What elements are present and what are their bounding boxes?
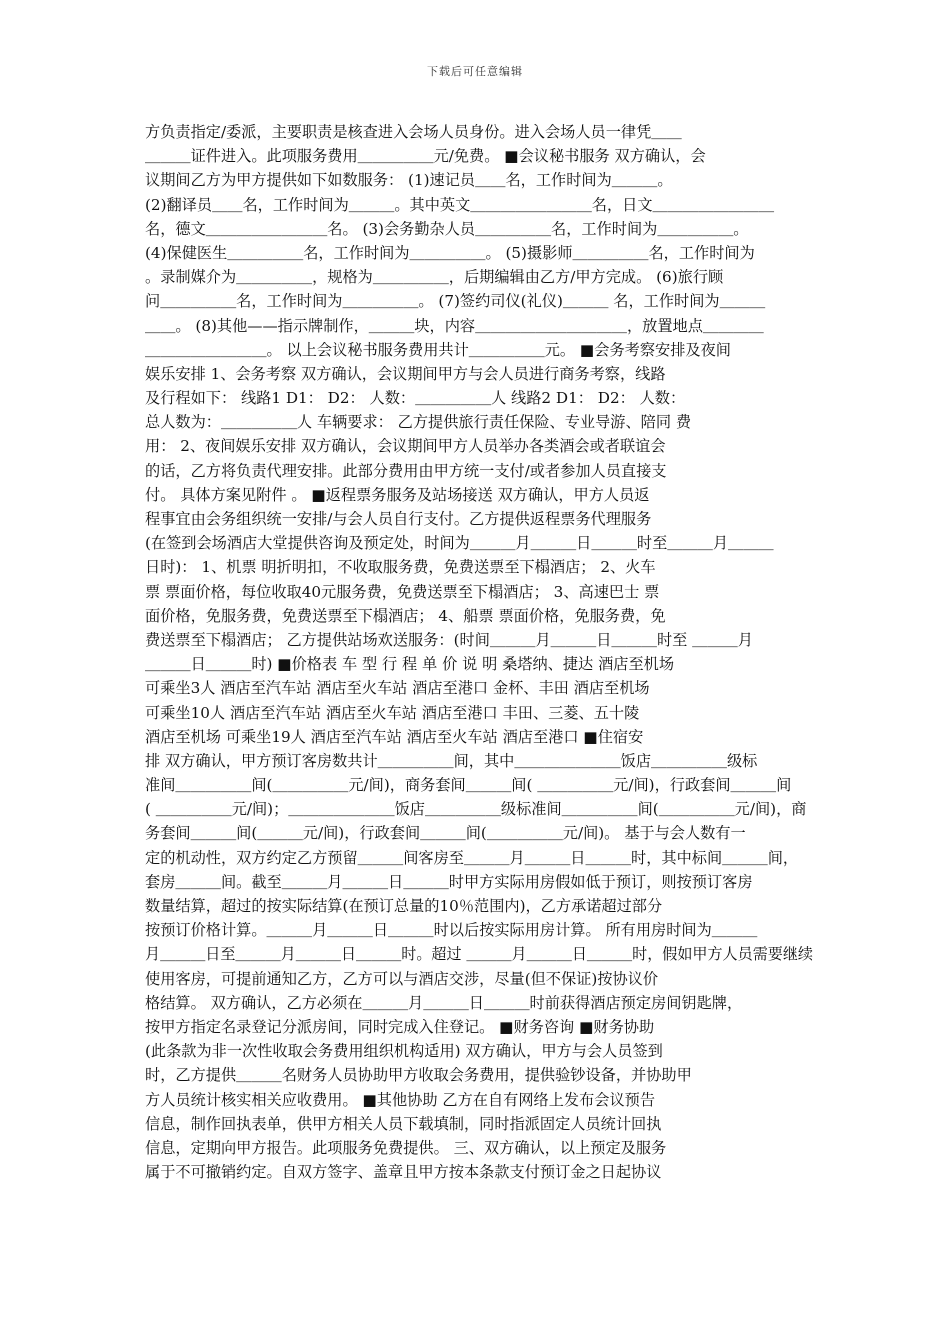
body-text-line: 套房＿＿＿间。截至＿＿＿月＿＿＿日＿＿＿时甲方实际用房假如低于预订，则按预订客房 [145, 872, 753, 891]
body-text-line: 格结算。 双方确认，乙方必须在＿＿＿月＿＿＿日＿＿＿时前获得酒店预定房间钥匙牌， [145, 993, 743, 1012]
body-text-line: 费送票至下榻酒店； 乙方提供站场欢送服务：(时间＿＿＿月＿＿＿日＿＿＿时至 ＿＿＿月 [145, 630, 753, 649]
page-header-note: 下载后可任意编辑 [427, 65, 523, 78]
body-text-line: 问＿＿＿＿＿名，工作时间为＿＿＿＿＿。 (7)签约司仪(礼仪)＿＿＿ 名，工作时间为＿＿＿ [145, 292, 766, 311]
body-text-line: 使用客房，可提前通知乙方，乙方可以与酒店交涉，尽量(但不保证)按协议价 [145, 969, 659, 988]
body-text-line: 可乘坐3人 酒店至汽车站 酒店至火车站 酒店至港口 金杯、丰田 酒店至机场 [145, 679, 650, 698]
body-text-line: 日时)： 1、机票 明折明扣，不收取服务费，免费送票至下榻酒店； 2、火车 [145, 558, 656, 577]
body-text-line: 准间＿＿＿＿＿间(＿＿＿＿＿元/间)，商务套间＿＿＿间( ＿＿＿＿＿元/间)，行政套间＿＿＿间 [145, 776, 792, 795]
body-text-line: 娱乐安排 1、会务考察 双方确认，会议期间甲方与会人员进行商务考察，线路 [145, 364, 666, 383]
body-text-line: 。录制媒介为＿＿＿＿＿，规格为＿＿＿＿＿，后期编辑由乙方/甲方完成。 (6)旅行顾 [145, 268, 724, 287]
body-text-line: 时，乙方提供＿＿＿名财务人员协助甲方收取会务费用，提供验钞设备，并协助甲 [145, 1066, 692, 1085]
body-text-line: 信息，定期向甲方报告。此项服务免费提供。 三、双方确认，以上预定及服务 [145, 1138, 667, 1157]
body-text-line: 酒店至机场 可乘坐19人 酒店至汽车站 酒店至火车站 酒店至港口 ■住宿安 [145, 727, 644, 746]
body-text-line: 按预订价格计算。＿＿＿月＿＿＿日＿＿＿时以后按实际用房计算。 所有用房时间为＿＿＿ [145, 921, 758, 940]
body-text-line: 月＿＿＿日至＿＿＿月＿＿＿日＿＿＿时。超过 ＿＿＿月＿＿＿日＿＿＿时，假如甲方人员需要继续 [145, 945, 813, 964]
body-text-line: ＿＿＿证件进入。此项服务费用＿＿＿＿＿元/免费。 ■会议秘书服务 双方确认，会 [145, 147, 706, 166]
body-text-line: 方人员统计核实相关应收费用。 ■其他协助 乙方在自有网络上发布会议预告 [145, 1090, 656, 1109]
body-text-line: 方负责指定/委派，主要职责是核查进入会场人员身份。进入会场人员一律凭＿＿ [145, 123, 682, 141]
body-text-line: ＿＿＿＿＿＿＿＿。 以上会议秘书服务费用共计＿＿＿＿＿元。 ■会务考察安排及夜间 [145, 340, 731, 359]
body-text-line: 票 票面价格，每位收取40元服务费，免费送票至下榻酒店； 3、高速巴士 票 [145, 582, 660, 601]
body-text-line: 数量结算，超过的按实际结算(在预订总量的10％范围内)，乙方承诺超过部分 [145, 897, 663, 915]
body-text-line: 定的机动性，双方约定乙方预留＿＿＿间客房至＿＿＿月＿＿＿日＿＿＿时，其中标间＿＿＿间， [145, 848, 799, 867]
body-text-line: 可乘坐10人 酒店至汽车站 酒店至火车站 酒店至港口 丰田、三菱、五十陵 [145, 703, 640, 722]
body-text-line: 面价格，免服务费，免费送票至下榻酒店； 4、船票 票面价格，免服务费，免 [145, 606, 666, 625]
body-text-line: 排 双方确认，甲方预订客房数共计＿＿＿＿＿间，其中＿＿＿＿＿＿＿饭店＿＿＿＿＿级标 [145, 751, 758, 770]
body-text-line: 总人数为：＿＿＿＿＿人 车辆要求： 乙方提供旅行责任保险、专业导游、陪同 费 [145, 413, 692, 432]
body-text-line: ＿＿＿日＿＿＿时) ■价格表 车 型 行 程 单 价 说 明 桑塔纳、捷达 酒店至机场 [145, 655, 675, 674]
body-text-line: ＿＿。 (8)其他——指示牌制作，＿＿＿块，内容＿＿＿＿＿＿＿＿＿＿，放置地点＿＿＿＿ [145, 316, 764, 335]
body-text-line: 按甲方指定名录登记分派房间，同时完成入住登记。 ■财务咨询 ■财务协助 [145, 1017, 655, 1036]
body-text-line: (2)翻译员＿＿名，工作时间为＿＿＿。其中英文＿＿＿＿＿＿＿＿名，日文＿＿＿＿＿＿＿＿ [145, 195, 775, 214]
body-text-line: 名，德文＿＿＿＿＿＿＿＿名。 (3)会务勤杂人员＿＿＿＿＿名，工作时间为＿＿＿＿＿。 [145, 219, 749, 238]
body-text-line: 信息，制作回执表单，供甲方相关人员下载填制，同时指派固定人员统计回执 [145, 1114, 662, 1133]
body-text-line: 用： 2、夜间娱乐安排 双方确认，会议期间甲方人员举办各类酒会或者联谊会 [145, 437, 666, 456]
body-text-line: 属于不可撤销约定。自双方签字、盖章且甲方按本条款支付预订金之日起协议 [145, 1163, 662, 1182]
body-text-line: (此条款为非一次性收取会务费用组织机构适用) 双方确认，甲方与会人员签到 [145, 1042, 663, 1061]
body-text-line: 付。 具体方案见附件 。 ■返程票务服务及站场接送 双方确认，甲方人员返 [145, 485, 650, 504]
contract-body-text [145, 120, 813, 1184]
body-text-line: 务套间＿＿＿间(＿＿＿元/间)，行政套间＿＿＿间(＿＿＿＿＿元/间)。 基于与会人数有一 [145, 824, 746, 843]
body-text-line: 及行程如下： 线路1 D1： D2： 人数：＿＿＿＿＿人 线路2 D1： D2： 人数： [145, 389, 686, 408]
body-text-line: 议期间乙方为甲方提供如下如数服务： (1)速记员＿＿名，工作时间为＿＿＿。 [145, 171, 673, 190]
body-text-line: 的话，乙方将负责代理安排。此部分费用由甲方统一支付/或者参加人员直接支 [145, 461, 667, 480]
body-text-line: (4)保健医生＿＿＿＿＿名，工作时间为＿＿＿＿＿。 (5)摄影师＿＿＿＿＿名，工作时间为 [145, 243, 755, 262]
body-text-line: 程事宜由会务组织统一安排/与会人员自行支付。乙方提供返程票务代理服务 [145, 510, 652, 528]
body-text-line: ( ＿＿＿＿＿元/间)；＿＿＿＿＿＿＿饭店＿＿＿＿＿级标准间＿＿＿＿＿间(＿＿＿＿＿元/间)，商 [145, 800, 807, 819]
body-text-line: (在签到会场酒店大堂提供咨询及预定处，时间为＿＿＿月＿＿＿日＿＿＿时至＿＿＿月＿＿＿ [145, 534, 774, 553]
